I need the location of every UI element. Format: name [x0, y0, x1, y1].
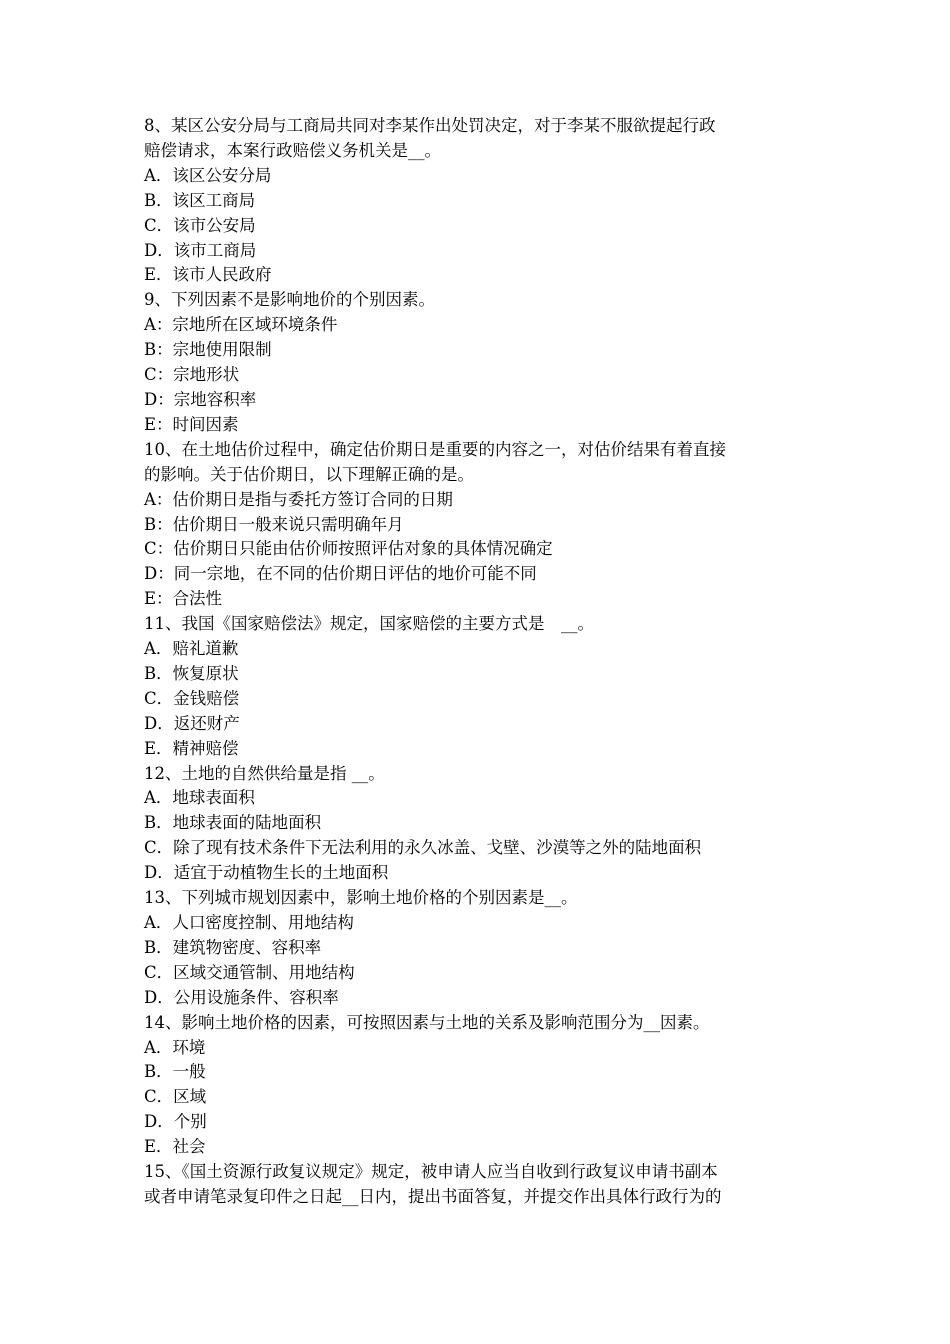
question-12-stem: 12、土地的自然供给量是指 __。	[144, 763, 385, 783]
question-8-option-b: B．该区工商局	[144, 190, 256, 210]
question-8-option-e: E．该市人民政府	[144, 265, 272, 285]
question-12-option-a: A．地球表面积	[144, 788, 255, 808]
question-13-option-b: B．建筑物密度、容积率	[144, 937, 322, 957]
question-15-stem-line-2: 或者申请笔录复印件之日起__日内，提出书面答复，并提交作出具体行政行为的	[144, 1186, 722, 1206]
question-9-option-e: E：时间因素	[144, 414, 239, 434]
question-8-option-d: D．该市工商局	[144, 240, 257, 260]
question-14-option-c: C．区域	[144, 1087, 207, 1107]
question-12-option-c: C．除了现有技术条件下无法利用的永久冰盖、戈壁、沙漠等之外的陆地面积	[144, 838, 702, 858]
question-13-option-c: C．区域交通管制、用地结构	[144, 962, 355, 982]
question-10-option-a: A：估价期日是指与委托方签订合同的日期	[144, 489, 453, 509]
question-8-stem-line-1: 8、某区公安分局与工商局共同对李某作出处罚决定，对于李某不服欲提起行政	[144, 116, 716, 135]
question-8-option-c: C．该市公安局	[144, 215, 256, 235]
question-14-option-e: E．社会	[144, 1137, 206, 1157]
question-13-option-d: D．公用设施条件、容积率	[144, 987, 339, 1007]
question-10-stem-line-1: 10、在土地估价过程中，确定估价期日是重要的内容之一，对估价结果有着直接	[144, 439, 726, 459]
question-14-stem: 14、影响土地价格的因素，可按照因素与土地的关系及影响范围分为__因素。	[144, 1012, 710, 1032]
question-11-option-a: A．赔礼道歉	[144, 639, 239, 659]
question-10-option-d: D：同一宗地，在不同的估价期日评估的地价可能不同	[144, 564, 537, 584]
document-body	[144, 114, 814, 1210]
question-13-option-a: A．人口密度控制、用地结构	[144, 913, 354, 932]
question-10-option-c: C：估价期日只能由估价师按照评估对象的具体情况确定	[144, 539, 553, 559]
question-11-stem: 11、我国《国家赔偿法》规定，国家赔偿的主要方式是 __。	[144, 614, 594, 634]
question-14-option-a: A．环境	[144, 1037, 206, 1057]
question-9-option-a: A：宗地所在区域环境条件	[144, 315, 338, 335]
question-14-option-b: B．一般	[144, 1062, 206, 1082]
question-11-option-c: C．金钱赔偿	[144, 688, 240, 708]
question-8-stem-line-2: 赔偿请求，本案行政赔偿义务机关是__。	[144, 140, 441, 160]
question-10-stem-line-2: 的影响。关于估价期日，以下理解正确的是。	[144, 464, 474, 484]
question-9-option-c: C：宗地形状	[144, 365, 240, 385]
question-9-option-b: B：宗地使用限制	[144, 340, 272, 360]
question-11-option-e: E．精神赔偿	[144, 738, 239, 758]
question-9-option-d: D：宗地容积率	[144, 389, 257, 409]
question-8-option-a: A．该区公安分局	[144, 165, 272, 185]
question-15-stem-line-1: 15、《国土资源行政复议规定》规定，被申请人应当自收到行政复议申请书副本	[144, 1162, 718, 1182]
question-11-option-b: B．恢复原状	[144, 663, 239, 683]
question-12-option-d: D．适宜于动植物生长的土地面积	[144, 863, 389, 883]
question-14-option-d: D．个别	[144, 1112, 207, 1132]
question-10-option-b: B：估价期日一般来说只需明确年月	[144, 514, 404, 534]
question-11-option-d: D．返还财产	[144, 713, 240, 733]
question-13-stem: 13、下列城市规划因素中，影响土地价格的个别因素是__。	[144, 888, 578, 908]
question-12-option-b: B．地球表面的陆地面积	[144, 813, 322, 833]
question-10-option-e: E：合法性	[144, 589, 223, 609]
question-9-stem: 9、下列因素不是影响地价的个别因素。	[144, 290, 435, 310]
